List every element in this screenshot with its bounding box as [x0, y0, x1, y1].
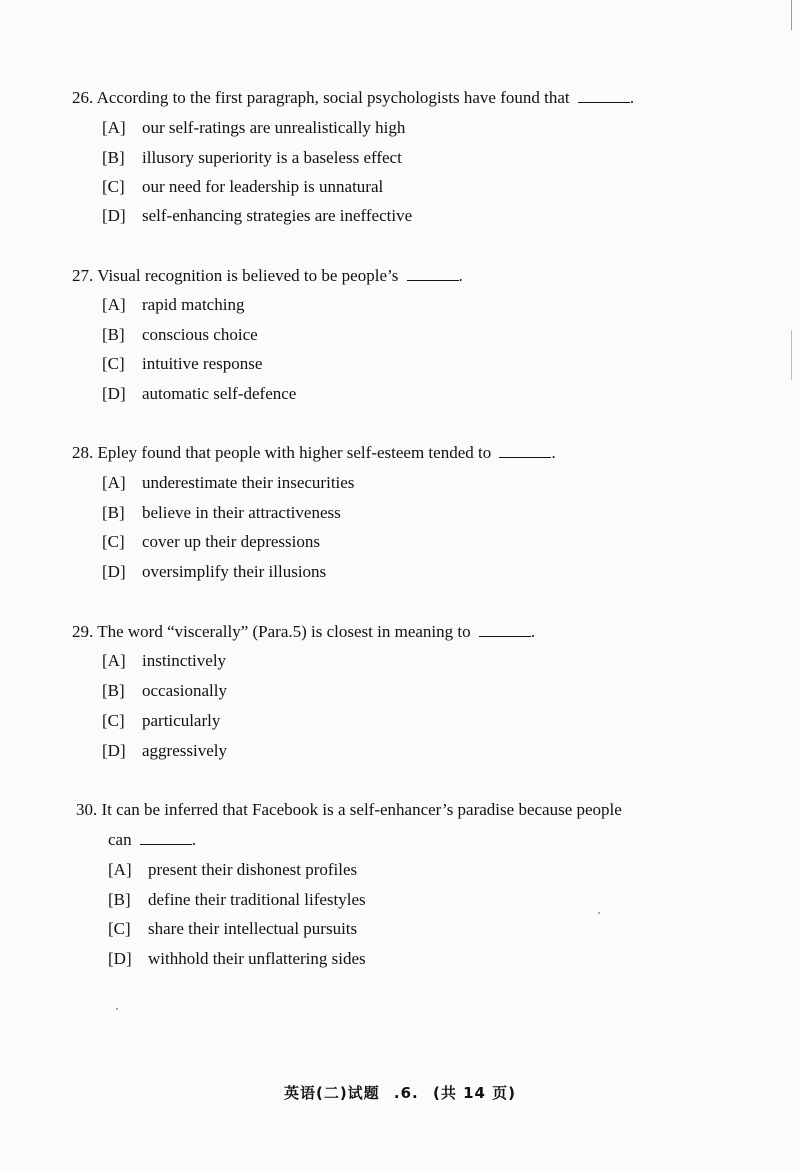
- option-text: self-enhancing strategies are ineffective: [142, 206, 413, 225]
- option-letter: [C]: [102, 177, 125, 196]
- scan-speck: [116, 1008, 118, 1010]
- stem-end: .: [191, 830, 197, 849]
- question-text: According to the first paragraph, social psychologists have found that: [96, 88, 570, 107]
- question-27-option-b[interactable]: [102, 320, 258, 350]
- option-text: particularly: [142, 711, 221, 730]
- option-text: our need for leadership is unnatural: [142, 177, 384, 196]
- question-29-option-a[interactable]: [102, 646, 226, 676]
- option-letter: [B]: [108, 890, 131, 909]
- option-text: underestimate their insecurities: [142, 473, 355, 492]
- footer-page-number: .6.: [393, 1084, 419, 1102]
- question-30-option-b[interactable]: [108, 885, 366, 915]
- scan-speck: [598, 912, 600, 914]
- option-text: automatic self-defence: [142, 384, 297, 403]
- option-letter: [A]: [102, 295, 126, 314]
- option-letter: [B]: [102, 325, 125, 344]
- option-text: present their dishonest profiles: [148, 860, 358, 879]
- option-letter: [C]: [102, 711, 125, 730]
- question-28-option-c[interactable]: [102, 527, 320, 557]
- option-text: conscious choice: [142, 325, 258, 344]
- option-letter: [B]: [102, 148, 125, 167]
- option-letter: [D]: [102, 562, 126, 581]
- option-text: instinctively: [142, 651, 227, 670]
- question-27-option-a[interactable]: [102, 290, 244, 320]
- answer-blank: [578, 86, 630, 103]
- question-number: 30.: [76, 800, 98, 819]
- question-30-option-d[interactable]: [108, 944, 366, 974]
- question-26-option-b[interactable]: [102, 143, 402, 173]
- option-letter: [D]: [102, 741, 126, 760]
- option-letter: [A]: [102, 651, 126, 670]
- option-text: oversimplify their illusions: [142, 562, 327, 581]
- option-letter: [B]: [102, 681, 125, 700]
- option-letter: [D]: [102, 384, 126, 403]
- option-text: occasionally: [142, 681, 227, 700]
- question-30-option-a[interactable]: [108, 855, 357, 885]
- question-text: Visual recognition is believed to be people’s: [97, 266, 399, 285]
- question-29-stem: [72, 617, 722, 647]
- answer-blank: [479, 620, 531, 637]
- option-text: illusory superiority is a baseless effect: [142, 148, 402, 167]
- footer-subject: 英语(二)试题: [283, 1084, 380, 1102]
- question-26-option-c[interactable]: [102, 172, 383, 202]
- question-text: Epley found that people with higher self-esteem tended to: [97, 443, 492, 462]
- page-edge-line: [791, 0, 792, 1170]
- option-letter: [C]: [102, 532, 125, 551]
- question-number: 29.: [72, 622, 94, 641]
- option-text: rapid matching: [142, 295, 245, 314]
- stem-end: .: [629, 88, 635, 107]
- question-text: The word “viscerally” (Para.5) is closest in meaning to: [97, 622, 471, 641]
- question-27-stem: [72, 261, 722, 291]
- option-letter: [A]: [102, 118, 126, 137]
- question-26-stem: [72, 83, 722, 113]
- question-29-option-b[interactable]: [102, 676, 227, 706]
- answer-blank: [499, 441, 551, 458]
- option-text: withhold their unflattering sides: [148, 949, 366, 968]
- question-28-option-a[interactable]: [102, 468, 354, 498]
- option-text: aggressively: [142, 741, 227, 760]
- answer-blank: [140, 828, 192, 845]
- option-text: cover up their depressions: [142, 532, 320, 551]
- question-27-option-d[interactable]: [102, 379, 296, 409]
- question-text: It can be inferred that Facebook is a self-enhancer’s paradise because people: [101, 800, 622, 819]
- option-text: define their traditional lifestyles: [148, 890, 366, 909]
- question-number: 26.: [72, 88, 94, 107]
- option-letter: [A]: [108, 860, 132, 879]
- footer-page-total: (共 14 页): [433, 1084, 517, 1102]
- question-29-option-c[interactable]: [102, 706, 220, 736]
- question-27-option-c[interactable]: [102, 349, 262, 379]
- stem-end: .: [530, 622, 536, 641]
- question-29-option-d[interactable]: [102, 736, 227, 766]
- option-letter: [B]: [102, 503, 125, 522]
- question-26-option-a[interactable]: [102, 113, 405, 143]
- question-26-option-d[interactable]: [102, 201, 412, 231]
- option-text: believe in their attractiveness: [142, 503, 341, 522]
- option-text: our self-ratings are unrealistically high: [142, 118, 406, 137]
- question-28-option-d[interactable]: [102, 557, 326, 587]
- option-letter: [C]: [102, 354, 125, 373]
- question-number: 28.: [72, 443, 94, 462]
- stem-end: .: [458, 266, 463, 285]
- question-28-option-b[interactable]: [102, 498, 341, 528]
- option-text: intuitive response: [142, 354, 263, 373]
- option-text: share their intellectual pursuits: [148, 919, 358, 938]
- option-letter: [D]: [108, 949, 132, 968]
- question-28-stem: [72, 438, 722, 468]
- option-letter: [A]: [102, 473, 126, 492]
- option-letter: [D]: [102, 206, 126, 225]
- answer-blank: [407, 264, 459, 281]
- question-30-stem: [76, 795, 714, 825]
- option-letter: [C]: [108, 919, 131, 938]
- question-number: 27.: [72, 266, 94, 285]
- question-text-continued: can: [108, 830, 132, 849]
- question-30-stem-line2: [108, 825, 758, 855]
- stem-end: .: [551, 443, 556, 462]
- question-30-option-c[interactable]: [108, 914, 357, 944]
- page-footer: [0, 1082, 800, 1103]
